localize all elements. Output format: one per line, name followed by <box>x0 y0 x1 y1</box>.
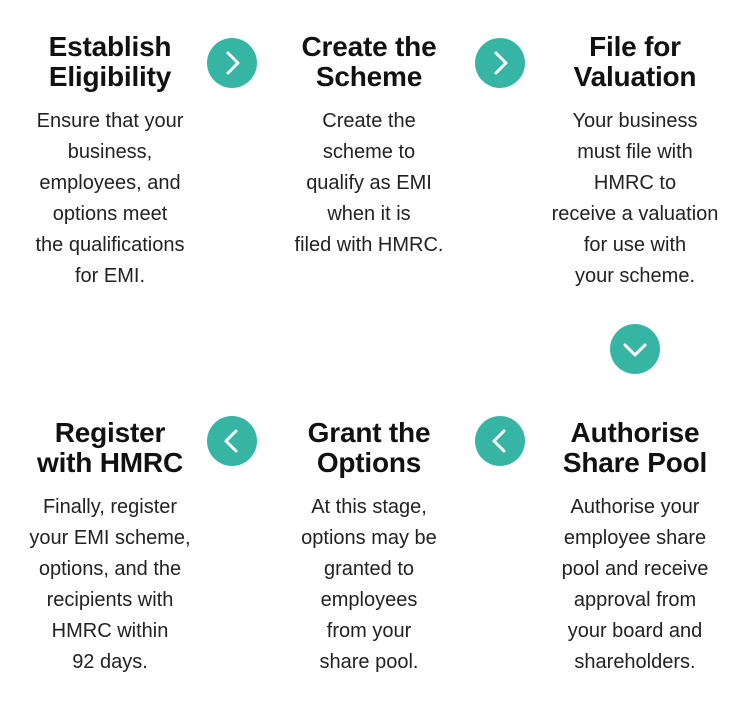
step-title: Grant the Options <box>307 417 431 478</box>
step-description: Ensure that your business, employees, and options meet the qualifications for EMI. <box>35 110 185 287</box>
chevron-right-icon <box>475 38 525 88</box>
step-description: At this stage, options may be granted to employees from your share pool. <box>301 496 437 673</box>
chevron-down-icon <box>610 324 660 374</box>
chevron-left-icon <box>207 416 257 466</box>
step-description: Your business must file with HMRC to receive a valuation for use with your scheme. <box>551 110 719 287</box>
step-title: Create the Scheme <box>301 31 437 92</box>
step-file-for-valuation <box>535 32 735 292</box>
step-authorise-share-pool <box>535 418 735 678</box>
chevron-left-icon <box>475 416 525 466</box>
step-description: Finally, register your EMI scheme, options, and the recipients with HMRC within 92 days. <box>29 496 191 673</box>
step-title: Establish Eligibility <box>48 31 172 92</box>
step-title: Authorise Share Pool <box>562 417 708 478</box>
step-title: Register with HMRC <box>37 417 183 478</box>
step-grant-the-options <box>269 418 469 678</box>
step-description: Authorise your employee share pool and receive approval from your board and shareholders. <box>561 496 709 673</box>
step-description: Create the scheme to qualify as EMI when it is filed with HMRC. <box>294 110 444 256</box>
step-establish-eligibility <box>10 32 210 292</box>
chevron-right-icon <box>207 38 257 88</box>
step-title: File for Valuation <box>573 31 697 92</box>
step-register-with-hmrc <box>10 418 210 678</box>
step-create-the-scheme <box>269 32 469 261</box>
